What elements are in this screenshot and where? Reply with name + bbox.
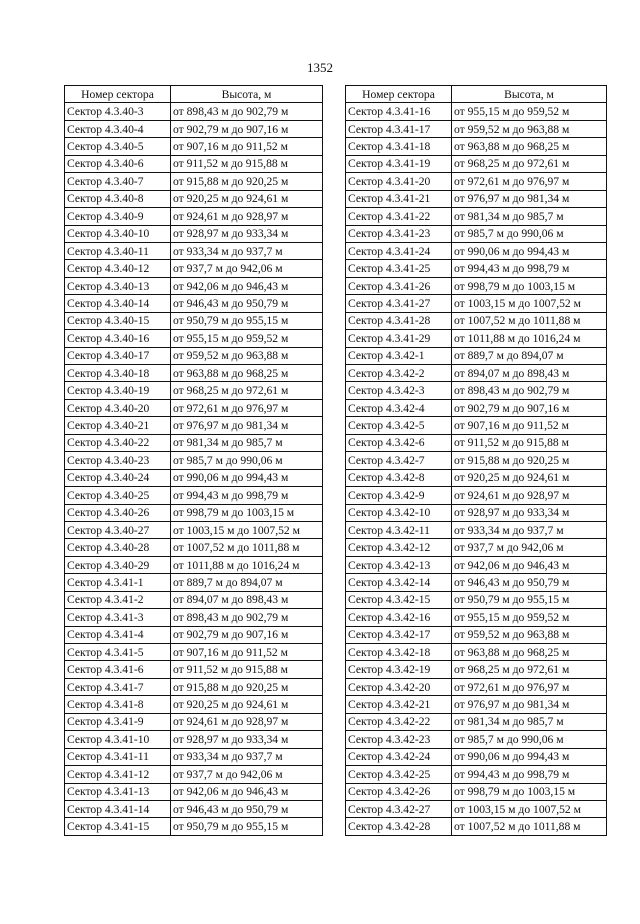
sector-number-cell: Сектор 4.3.40-22 xyxy=(65,434,171,451)
height-range-cell: от 963,88 м до 968,25 м xyxy=(452,138,607,155)
table-row xyxy=(65,678,323,695)
table-row xyxy=(346,399,607,416)
height-range-cell: от 911,52 м до 915,88 м xyxy=(452,434,607,451)
table-row xyxy=(65,731,323,748)
height-range-cell: от 911,52 м до 915,88 м xyxy=(171,661,323,678)
height-range-cell: от 976,97 м до 981,34 м xyxy=(452,696,607,713)
sector-number-cell: Сектор 4.3.41-24 xyxy=(346,242,452,259)
sector-number-cell: Сектор 4.3.40-20 xyxy=(65,399,171,416)
table-row xyxy=(65,347,323,364)
sector-number-cell: Сектор 4.3.41-13 xyxy=(65,783,171,800)
height-range-cell: от 981,34 м до 985,7 м xyxy=(452,713,607,730)
column-header-height: Высота, м xyxy=(171,86,323,103)
table-row xyxy=(346,225,607,242)
table-row xyxy=(346,138,607,155)
table-row xyxy=(346,155,607,172)
sector-number-cell: Сектор 4.3.41-26 xyxy=(346,277,452,294)
table-row xyxy=(346,120,607,137)
sector-number-cell: Сектор 4.3.41-23 xyxy=(346,225,452,242)
page-number: 1352 xyxy=(307,60,333,75)
table-row xyxy=(346,347,607,364)
table-row xyxy=(346,609,607,626)
sector-number-cell: Сектор 4.3.41-11 xyxy=(65,748,171,765)
height-range-cell: от 924,61 м до 928,97 м xyxy=(171,713,323,730)
height-range-cell: от 998,79 м до 1003,15 м xyxy=(452,277,607,294)
table-row xyxy=(346,190,607,207)
right-table-body xyxy=(346,103,607,835)
height-range-cell: от 994,43 м до 998,79 м xyxy=(171,487,323,504)
table-row xyxy=(65,208,323,225)
height-range-cell: от 955,15 м до 959,52 м xyxy=(171,330,323,347)
height-range-cell: от 907,16 м до 911,52 м xyxy=(452,417,607,434)
sector-number-cell: Сектор 4.3.42-27 xyxy=(346,800,452,817)
sector-number-cell: Сектор 4.3.40-16 xyxy=(65,330,171,347)
sector-number-cell: Сектор 4.3.40-5 xyxy=(65,138,171,155)
height-range-cell: от 946,43 м до 950,79 м xyxy=(171,800,323,817)
height-range-cell: от 924,61 м до 928,97 м xyxy=(171,208,323,225)
height-range-cell: от 950,79 м до 955,15 м xyxy=(171,818,323,835)
table-row xyxy=(346,173,607,190)
table-row xyxy=(346,539,607,556)
sector-number-cell: Сектор 4.3.41-16 xyxy=(346,103,452,120)
table-row xyxy=(346,452,607,469)
height-range-cell: от 942,06 м до 946,43 м xyxy=(171,783,323,800)
table-row xyxy=(65,399,323,416)
sector-number-cell: Сектор 4.3.41-17 xyxy=(346,120,452,137)
table-row xyxy=(346,521,607,538)
height-range-cell: от 928,97 м до 933,34 м xyxy=(171,225,323,242)
sector-number-cell: Сектор 4.3.40-12 xyxy=(65,260,171,277)
height-range-cell: от 933,34 м до 937,7 м xyxy=(452,521,607,538)
sector-number-cell: Сектор 4.3.41-18 xyxy=(346,138,452,155)
table-row xyxy=(346,312,607,329)
height-range-cell: от 976,97 м до 981,34 м xyxy=(452,190,607,207)
sector-number-cell: Сектор 4.3.41-22 xyxy=(346,208,452,225)
height-range-cell: от 902,79 м до 907,16 м xyxy=(452,399,607,416)
height-range-cell: от 937,7 м до 942,06 м xyxy=(171,260,323,277)
height-range-cell: от 920,25 м до 924,61 м xyxy=(452,469,607,486)
height-range-cell: от 915,88 м до 920,25 м xyxy=(452,452,607,469)
sector-number-cell: Сектор 4.3.42-17 xyxy=(346,626,452,643)
table-row xyxy=(65,487,323,504)
height-range-cell: от 933,34 м до 937,7 м xyxy=(171,242,323,259)
table-row xyxy=(65,225,323,242)
height-range-cell: от 1007,52 м до 1011,88 м xyxy=(452,312,607,329)
table-row xyxy=(65,766,323,783)
table-row xyxy=(346,487,607,504)
height-range-cell: от 937,7 м до 942,06 м xyxy=(452,539,607,556)
sector-number-cell: Сектор 4.3.42-6 xyxy=(346,434,452,451)
height-range-cell: от 990,06 м до 994,43 м xyxy=(452,748,607,765)
table-row xyxy=(65,242,323,259)
table-row xyxy=(65,260,323,277)
table-row xyxy=(65,783,323,800)
sector-number-cell: Сектор 4.3.40-15 xyxy=(65,312,171,329)
sector-number-cell: Сектор 4.3.42-18 xyxy=(346,644,452,661)
sector-number-cell: Сектор 4.3.42-4 xyxy=(346,399,452,416)
sector-number-cell: Сектор 4.3.40-26 xyxy=(65,504,171,521)
table-row xyxy=(346,434,607,451)
sector-number-cell: Сектор 4.3.42-5 xyxy=(346,417,452,434)
sector-number-cell: Сектор 4.3.40-27 xyxy=(65,521,171,538)
column-header-sector: Номер сектора xyxy=(346,86,452,103)
sector-number-cell: Сектор 4.3.41-7 xyxy=(65,678,171,695)
table-row xyxy=(65,661,323,678)
table-row xyxy=(65,417,323,434)
height-range-cell: от 898,43 м до 902,79 м xyxy=(452,382,607,399)
table-row xyxy=(346,766,607,783)
height-range-cell: от 963,88 м до 968,25 м xyxy=(452,644,607,661)
height-range-cell: от 959,52 м до 963,88 м xyxy=(452,626,607,643)
table-row xyxy=(346,678,607,695)
table-row xyxy=(346,382,607,399)
height-range-cell: от 985,7 м до 990,06 м xyxy=(171,452,323,469)
sector-number-cell: Сектор 4.3.40-7 xyxy=(65,173,171,190)
height-range-cell: от 972,61 м до 976,97 м xyxy=(171,399,323,416)
table-row xyxy=(65,644,323,661)
table-row xyxy=(346,504,607,521)
table-row xyxy=(65,120,323,137)
table-row xyxy=(65,173,323,190)
height-range-cell: от 1003,15 м до 1007,52 м xyxy=(452,295,607,312)
height-range-cell: от 963,88 м до 968,25 м xyxy=(171,365,323,382)
height-range-cell: от 898,43 м до 902,79 м xyxy=(171,103,323,120)
sector-number-cell: Сектор 4.3.40-8 xyxy=(65,190,171,207)
table-row xyxy=(65,155,323,172)
sector-number-cell: Сектор 4.3.42-11 xyxy=(346,521,452,538)
table-row xyxy=(65,452,323,469)
sector-number-cell: Сектор 4.3.41-12 xyxy=(65,766,171,783)
height-range-cell: от 955,15 м до 959,52 м xyxy=(452,103,607,120)
sector-number-cell: Сектор 4.3.42-1 xyxy=(346,347,452,364)
height-range-cell: от 968,25 м до 972,61 м xyxy=(452,155,607,172)
table-row xyxy=(65,277,323,294)
sector-number-cell: Сектор 4.3.40-17 xyxy=(65,347,171,364)
table-row xyxy=(65,382,323,399)
sector-number-cell: Сектор 4.3.40-13 xyxy=(65,277,171,294)
height-range-cell: от 920,25 м до 924,61 м xyxy=(171,696,323,713)
height-range-cell: от 968,25 м до 972,61 м xyxy=(171,382,323,399)
sector-number-cell: Сектор 4.3.41-29 xyxy=(346,330,452,347)
table-row xyxy=(346,661,607,678)
sector-number-cell: Сектор 4.3.40-29 xyxy=(65,556,171,573)
sector-number-cell: Сектор 4.3.40-28 xyxy=(65,539,171,556)
table-row xyxy=(346,365,607,382)
height-range-cell: от 959,52 м до 963,88 м xyxy=(452,120,607,137)
table-row xyxy=(65,591,323,608)
height-range-cell: от 955,15 м до 959,52 м xyxy=(452,609,607,626)
column-header-sector: Номер сектора xyxy=(65,86,171,103)
sector-number-cell: Сектор 4.3.41-4 xyxy=(65,626,171,643)
height-range-cell: от 990,06 м до 994,43 м xyxy=(171,469,323,486)
sector-number-cell: Сектор 4.3.40-24 xyxy=(65,469,171,486)
height-range-cell: от 933,34 м до 937,7 м xyxy=(171,748,323,765)
sector-number-cell: Сектор 4.3.42-28 xyxy=(346,818,452,835)
table-row xyxy=(346,469,607,486)
sector-number-cell: Сектор 4.3.41-20 xyxy=(346,173,452,190)
sector-number-cell: Сектор 4.3.42-22 xyxy=(346,713,452,730)
sector-number-cell: Сектор 4.3.42-26 xyxy=(346,783,452,800)
left-sector-table xyxy=(64,85,323,836)
table-row xyxy=(346,818,607,835)
height-range-cell: от 907,16 м до 911,52 м xyxy=(171,138,323,155)
sector-number-cell: Сектор 4.3.41-6 xyxy=(65,661,171,678)
sector-number-cell: Сектор 4.3.42-16 xyxy=(346,609,452,626)
height-range-cell: от 894,07 м до 898,43 м xyxy=(171,591,323,608)
table-row xyxy=(65,539,323,556)
table-row xyxy=(65,190,323,207)
table-row xyxy=(65,504,323,521)
height-range-cell: от 976,97 м до 981,34 м xyxy=(171,417,323,434)
table-row xyxy=(65,800,323,817)
table-header-row xyxy=(346,86,607,103)
height-range-cell: от 950,79 м до 955,15 м xyxy=(171,312,323,329)
height-range-cell: от 902,79 м до 907,16 м xyxy=(171,120,323,137)
height-range-cell: от 889,7 м до 894,07 м xyxy=(171,574,323,591)
table-row xyxy=(346,626,607,643)
sector-number-cell: Сектор 4.3.40-23 xyxy=(65,452,171,469)
height-range-cell: от 1011,88 м до 1016,24 м xyxy=(171,556,323,573)
height-range-cell: от 1007,52 м до 1011,88 м xyxy=(452,818,607,835)
sector-number-cell: Сектор 4.3.42-12 xyxy=(346,539,452,556)
height-range-cell: от 894,07 м до 898,43 м xyxy=(452,365,607,382)
table-row xyxy=(346,260,607,277)
right-sector-table xyxy=(345,85,607,836)
sector-number-cell: Сектор 4.3.41-8 xyxy=(65,696,171,713)
height-range-cell: от 1007,52 м до 1011,88 м xyxy=(171,539,323,556)
sector-number-cell: Сектор 4.3.41-5 xyxy=(65,644,171,661)
table-row xyxy=(346,713,607,730)
height-range-cell: от 889,7 м до 894,07 м xyxy=(452,347,607,364)
height-range-cell: от 972,61 м до 976,97 м xyxy=(452,173,607,190)
sector-number-cell: Сектор 4.3.42-13 xyxy=(346,556,452,573)
height-range-cell: от 998,79 м до 1003,15 м xyxy=(452,783,607,800)
sector-number-cell: Сектор 4.3.42-8 xyxy=(346,469,452,486)
table-row xyxy=(65,609,323,626)
table-row xyxy=(346,417,607,434)
table-row xyxy=(65,748,323,765)
sector-number-cell: Сектор 4.3.41-27 xyxy=(346,295,452,312)
sector-number-cell: Сектор 4.3.42-23 xyxy=(346,731,452,748)
table-row xyxy=(346,242,607,259)
height-range-cell: от 946,43 м до 950,79 м xyxy=(171,295,323,312)
height-range-cell: от 950,79 м до 955,15 м xyxy=(452,591,607,608)
column-header-height: Высота, м xyxy=(452,86,607,103)
sector-number-cell: Сектор 4.3.40-21 xyxy=(65,417,171,434)
sector-number-cell: Сектор 4.3.41-25 xyxy=(346,260,452,277)
height-range-cell: от 994,43 м до 998,79 м xyxy=(452,766,607,783)
sector-number-cell: Сектор 4.3.40-18 xyxy=(65,365,171,382)
sector-number-cell: Сектор 4.3.40-25 xyxy=(65,487,171,504)
table-row xyxy=(65,103,323,120)
sector-number-cell: Сектор 4.3.42-14 xyxy=(346,574,452,591)
height-range-cell: от 946,43 м до 950,79 м xyxy=(452,574,607,591)
table-row xyxy=(65,330,323,347)
height-range-cell: от 920,25 м до 924,61 м xyxy=(171,190,323,207)
sector-number-cell: Сектор 4.3.42-20 xyxy=(346,678,452,695)
left-table-body xyxy=(65,103,323,835)
table-row xyxy=(346,783,607,800)
sector-number-cell: Сектор 4.3.42-15 xyxy=(346,591,452,608)
height-range-cell: от 915,88 м до 920,25 м xyxy=(171,173,323,190)
sector-number-cell: Сектор 4.3.40-11 xyxy=(65,242,171,259)
table-row xyxy=(65,696,323,713)
table-row xyxy=(65,713,323,730)
height-range-cell: от 907,16 м до 911,52 м xyxy=(171,644,323,661)
table-row xyxy=(346,696,607,713)
table-row xyxy=(346,103,607,120)
height-range-cell: от 898,43 м до 902,79 м xyxy=(171,609,323,626)
table-row xyxy=(65,295,323,312)
sector-number-cell: Сектор 4.3.41-21 xyxy=(346,190,452,207)
sector-number-cell: Сектор 4.3.42-2 xyxy=(346,365,452,382)
table-row xyxy=(346,295,607,312)
table-header-row xyxy=(65,86,323,103)
table-row xyxy=(65,574,323,591)
height-range-cell: от 998,79 м до 1003,15 м xyxy=(171,504,323,521)
table-row xyxy=(346,556,607,573)
table-row xyxy=(65,312,323,329)
height-range-cell: от 928,97 м до 933,34 м xyxy=(171,731,323,748)
table-row xyxy=(65,469,323,486)
sector-number-cell: Сектор 4.3.41-1 xyxy=(65,574,171,591)
table-row xyxy=(346,800,607,817)
table-row xyxy=(346,644,607,661)
sector-number-cell: Сектор 4.3.42-25 xyxy=(346,766,452,783)
height-range-cell: от 968,25 м до 972,61 м xyxy=(452,661,607,678)
height-range-cell: от 1003,15 м до 1007,52 м xyxy=(452,800,607,817)
sector-number-cell: Сектор 4.3.40-10 xyxy=(65,225,171,242)
table-row xyxy=(65,818,323,835)
height-range-cell: от 928,97 м до 933,34 м xyxy=(452,504,607,521)
table-row xyxy=(65,365,323,382)
height-range-cell: от 985,7 м до 990,06 м xyxy=(452,731,607,748)
height-range-cell: от 915,88 м до 920,25 м xyxy=(171,678,323,695)
sector-number-cell: Сектор 4.3.42-21 xyxy=(346,696,452,713)
table-row xyxy=(346,748,607,765)
height-range-cell: от 902,79 м до 907,16 м xyxy=(171,626,323,643)
table-row xyxy=(65,434,323,451)
height-range-cell: от 990,06 м до 994,43 м xyxy=(452,242,607,259)
sector-number-cell: Сектор 4.3.41-10 xyxy=(65,731,171,748)
sector-number-cell: Сектор 4.3.41-15 xyxy=(65,818,171,835)
sector-number-cell: Сектор 4.3.42-24 xyxy=(346,748,452,765)
sector-number-cell: Сектор 4.3.42-3 xyxy=(346,382,452,399)
sector-number-cell: Сектор 4.3.41-3 xyxy=(65,609,171,626)
sector-number-cell: Сектор 4.3.41-14 xyxy=(65,800,171,817)
table-row xyxy=(65,626,323,643)
height-range-cell: от 981,34 м до 985,7 м xyxy=(171,434,323,451)
sector-number-cell: Сектор 4.3.40-9 xyxy=(65,208,171,225)
table-row xyxy=(346,277,607,294)
table-row xyxy=(65,521,323,538)
height-range-cell: от 994,43 м до 998,79 м xyxy=(452,260,607,277)
sector-number-cell: Сектор 4.3.42-9 xyxy=(346,487,452,504)
height-range-cell: от 972,61 м до 976,97 м xyxy=(452,678,607,695)
table-row xyxy=(346,574,607,591)
sector-number-cell: Сектор 4.3.41-19 xyxy=(346,155,452,172)
table-row xyxy=(65,138,323,155)
table-row xyxy=(346,330,607,347)
sector-number-cell: Сектор 4.3.42-7 xyxy=(346,452,452,469)
sector-number-cell: Сектор 4.3.40-19 xyxy=(65,382,171,399)
height-range-cell: от 1003,15 м до 1007,52 м xyxy=(171,521,323,538)
sector-number-cell: Сектор 4.3.42-10 xyxy=(346,504,452,521)
height-range-cell: от 911,52 м до 915,88 м xyxy=(171,155,323,172)
sector-number-cell: Сектор 4.3.40-6 xyxy=(65,155,171,172)
height-range-cell: от 937,7 м до 942,06 м xyxy=(171,766,323,783)
height-range-cell: от 942,06 м до 946,43 м xyxy=(171,277,323,294)
height-range-cell: от 959,52 м до 963,88 м xyxy=(171,347,323,364)
table-row xyxy=(65,556,323,573)
table-row xyxy=(346,731,607,748)
height-range-cell: от 942,06 м до 946,43 м xyxy=(452,556,607,573)
sector-number-cell: Сектор 4.3.40-4 xyxy=(65,120,171,137)
table-row xyxy=(346,208,607,225)
height-range-cell: от 985,7 м до 990,06 м xyxy=(452,225,607,242)
height-range-cell: от 981,34 м до 985,7 м xyxy=(452,208,607,225)
height-range-cell: от 1011,88 м до 1016,24 м xyxy=(452,330,607,347)
table-row xyxy=(346,591,607,608)
sector-number-cell: Сектор 4.3.40-14 xyxy=(65,295,171,312)
sector-number-cell: Сектор 4.3.41-2 xyxy=(65,591,171,608)
sector-number-cell: Сектор 4.3.41-9 xyxy=(65,713,171,730)
sector-number-cell: Сектор 4.3.41-28 xyxy=(346,312,452,329)
height-range-cell: от 924,61 м до 928,97 м xyxy=(452,487,607,504)
sector-number-cell: Сектор 4.3.42-19 xyxy=(346,661,452,678)
sector-number-cell: Сектор 4.3.40-3 xyxy=(65,103,171,120)
